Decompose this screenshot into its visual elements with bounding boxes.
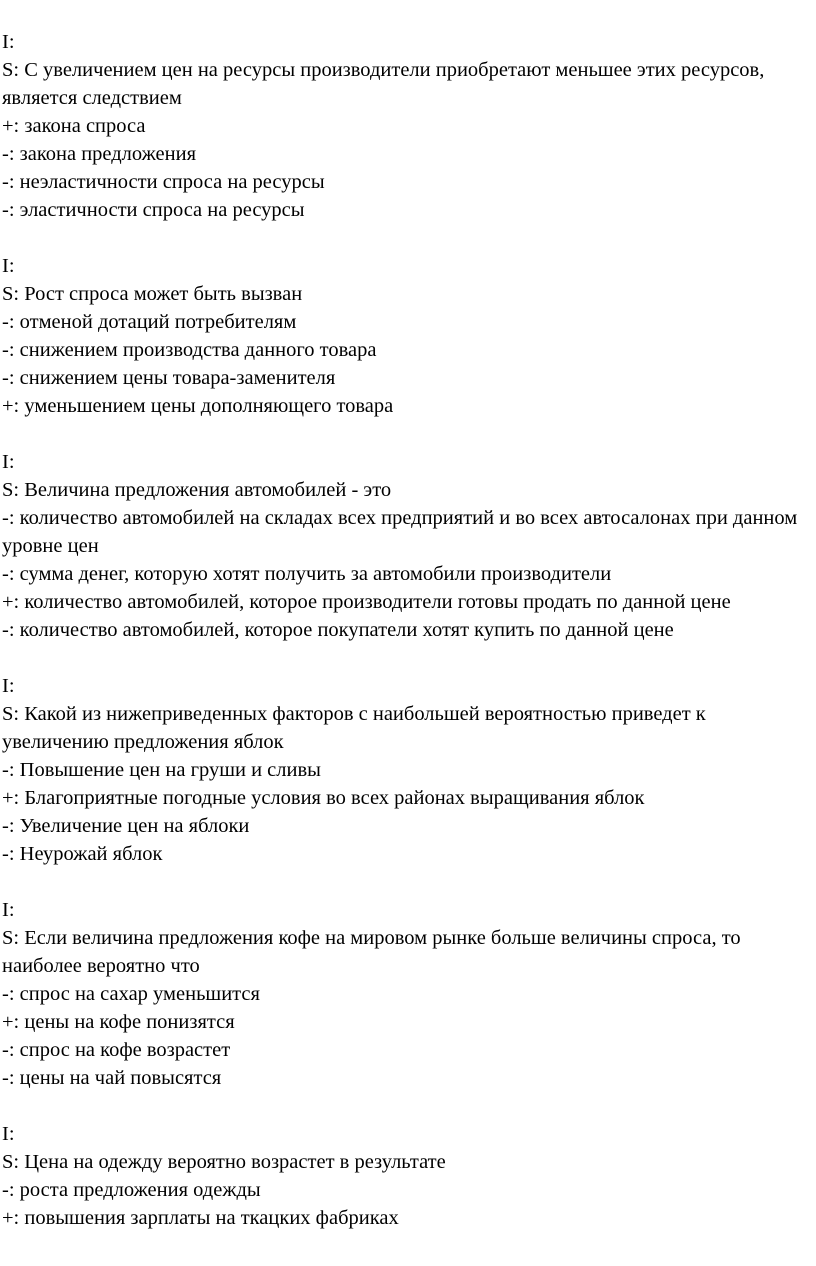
question-block (2, 896, 814, 1092)
answer-option: -: отменой дотаций потребителям (2, 311, 297, 333)
answer-option: +: цены на кофе понизятся (2, 1011, 235, 1033)
answer-option: -: роста предложения одежды (2, 1179, 261, 1201)
answer-option: -: спрос на кофе возрастет (2, 1039, 231, 1061)
question-marker: I: (2, 899, 15, 921)
answer-option: -: спрос на сахар уменьшится (2, 983, 260, 1005)
answer-option: +: Благоприятные погодные условия во всех районах выращивания яблок (2, 787, 645, 809)
question-stem: S: Рост спроса может быть вызван (2, 283, 303, 305)
answer-option: -: цены на чай повысятся (2, 1067, 222, 1089)
answer-option: -: Увеличение цен на яблоки (2, 815, 250, 837)
answer-option: -: сумма денег, которую хотят получить за автомобили производители (2, 563, 612, 585)
answer-option: -: эластичности спроса на ресурсы (2, 199, 305, 221)
question-block (2, 28, 814, 224)
answer-option: +: закона спроса (2, 115, 146, 137)
answer-option: -: неэластичности спроса на ресурсы (2, 171, 325, 193)
answer-option: -: Неурожай яблок (2, 843, 163, 865)
question-stem: S: Какой из нижеприведенных факторов с наибольшей вероятностью приведет к увеличению предложения яблок (2, 703, 711, 753)
answer-option: -: закона предложения (2, 143, 197, 165)
document-page (2, 28, 814, 1232)
question-marker: I: (2, 255, 15, 277)
question-block (2, 672, 814, 868)
question-stem: S: С увеличением цен на ресурсы производители приобретают меньшее этих ресурсов, является следствием (2, 59, 770, 109)
answer-option: +: количество автомобилей, которое производители готовы продать по данной цене (2, 591, 731, 613)
question-marker: I: (2, 675, 15, 697)
question-block (2, 1120, 814, 1232)
answer-option: -: количество автомобилей на складах всех предприятий и во всех автосалонах при данном уровне цен (2, 507, 803, 557)
question-stem: S: Величина предложения автомобилей - это (2, 479, 392, 501)
answer-option: -: снижением цены товара-заменителя (2, 367, 336, 389)
question-marker: I: (2, 31, 15, 53)
question-marker: I: (2, 1123, 15, 1145)
question-block (2, 448, 814, 644)
question-block (2, 252, 814, 420)
question-stem: S: Цена на одежду вероятно возрастет в результате (2, 1151, 446, 1173)
answer-option: -: снижением производства данного товара (2, 339, 377, 361)
answer-option: +: повышения зарплаты на ткацких фабриках (2, 1207, 399, 1229)
question-marker: I: (2, 451, 15, 473)
answer-option: -: количество автомобилей, которое покупатели хотят купить по данной цене (2, 619, 674, 641)
answer-option: +: уменьшением цены дополняющего товара (2, 395, 394, 417)
question-stem: S: Если величина предложения кофе на мировом рынке больше величины спроса, то наиболее вероятно что (2, 927, 746, 977)
answer-option: -: Повышение цен на груши и сливы (2, 759, 321, 781)
